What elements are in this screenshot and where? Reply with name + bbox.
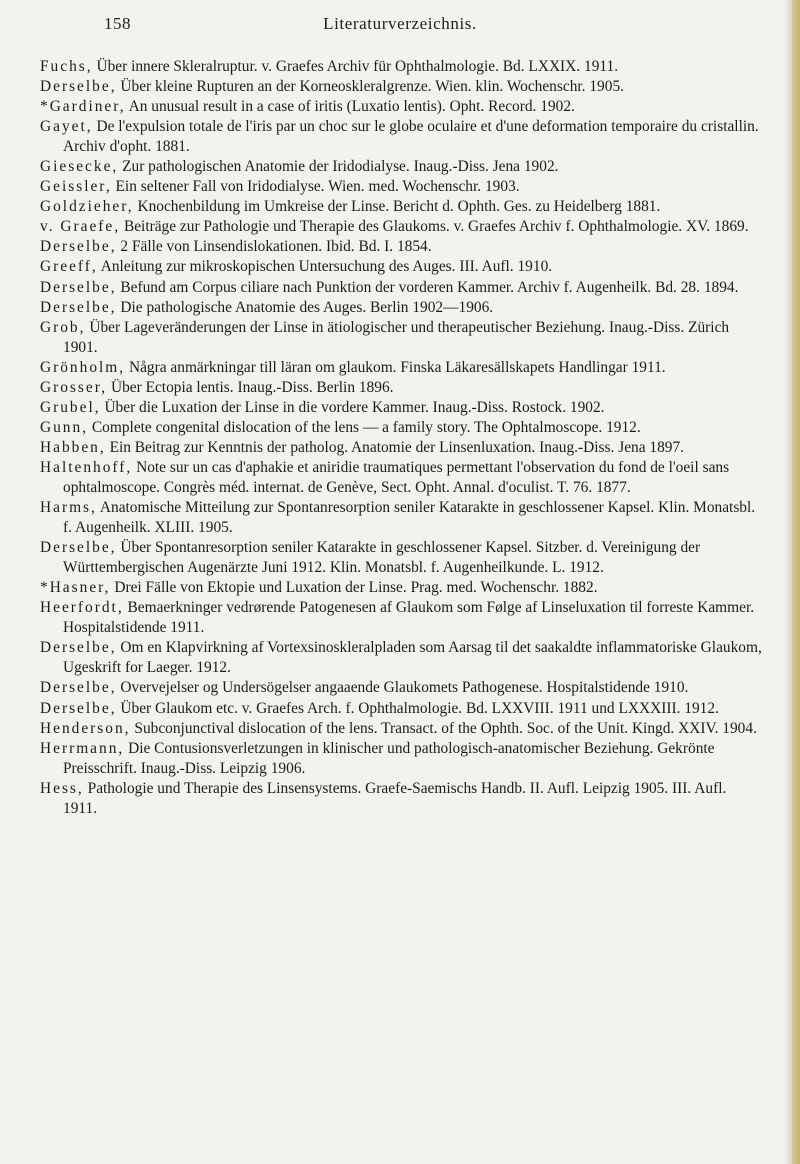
bibliography-entry [40,458,764,498]
bibliography-entry [40,578,764,598]
bibliography-entry [40,97,764,117]
entry-text: An unusual result in a case of iritis (Luxatio lentis). Opht. Record. 1902. [125,98,575,116]
entry-author: Hess, [40,779,84,797]
entry-author: Derselbe, [40,699,117,717]
entry-text: Über Glaukom etc. v. Graefes Arch. f. Ophthalmologie. Bd. LXXVIII. 1911 und LXXXIII. 1912. [116,699,719,717]
entry-text: Befund am Corpus ciliare nach Punktion der vorderen Kammer. Archiv f. Augenheilk. Bd. 28. 1894. [116,278,739,296]
entry-author: Derselbe, [40,278,117,296]
entry-author: Henderson, [40,719,131,737]
entry-text: Ein Beitrag zur Kenntnis der patholog. Anatomie der Linsenluxation. Inaug.-Diss. Jena 1897. [105,438,685,456]
bibliography-entry [40,678,764,698]
entry-text: Subconjunctival dislocation of the lens. Transact. of the Ophth. Soc. of the Unit. Kingd. XXIV. 1904. [130,719,757,737]
entry-text: Über die Luxation der Linse in die vordere Kammer. Inaug.-Diss. Rostock. 1902. [100,398,605,416]
entry-author: Fuchs, [40,58,93,75]
bibliography-entry [40,779,764,819]
entry-author: Haltenhoff, [40,458,133,476]
entry-author: Derselbe, [40,238,117,256]
entry-author: Derselbe, [40,298,117,316]
entry-text: Über kleine Rupturen an der Korneoskleralgrenze. Wien. klin. Wochenschr. 1905. [116,78,624,96]
bibliography-entry [40,538,764,578]
entry-text: Über innere Skleralruptur. v. Graefes Archiv für Ophthalmologie. Bd. LXXIX. 1911. [92,58,619,75]
bibliography-entry [40,77,764,97]
entry-author: Grönholm, [40,358,126,376]
bibliography-entry [40,278,764,298]
bibliography-entry [40,298,764,318]
entry-text: De l'expulsion totale de l'iris par un choc sur le globe oculaire et d'une deformation temporaire du cristallin. Archiv d'opht. 1881. [63,118,759,156]
entry-text: Über Lageveränderungen der Linse in ätiologischer und therapeutischer Beziehung. Inaug.-Diss. Zürich 1901. [63,318,730,356]
running-title: Literaturverzeichnis. [323,14,477,33]
bibliography-entry [40,237,764,257]
entry-author: Giesecke, [40,158,119,176]
entry-author: Harms, [40,499,97,517]
bibliography-entry [40,57,764,77]
entry-text: Anleitung zur mikroskopischen Untersuchung des Auges. III. Aufl. 1910. [97,258,553,276]
entry-author: Gunn, [40,418,89,436]
bibliography-entry [40,177,764,197]
bibliography-entry [40,117,764,157]
entry-text: Några anmärkningar till läran om glaukom. Finska Läkaresällskapets Handlingar 1911. [125,358,666,376]
entry-author: Grubel, [40,398,101,416]
entry-author: Derselbe, [40,639,117,657]
entry-text: Über Ectopia lentis. Inaug.-Diss. Berlin 1896. [107,378,394,396]
entry-text: Zur pathologischen Anatomie der Iridodialyse. Inaug.-Diss. Jena 1902. [118,158,559,176]
bibliography-entry [40,638,764,678]
entry-author: *Hasner, [40,579,111,597]
page-edge-tint [792,0,800,1164]
entry-text: Anatomische Mitteilung zur Spontanresorption seniler Katarakte in geschlossener Kapsel. Klin. Monatsbl. f. Augenheilk. XLIII. 1905. [63,499,756,537]
bibliography-list [40,57,764,819]
entry-text: Die pathologische Anatomie des Auges. Berlin 1902—1906. [116,298,494,316]
bibliography-entry [40,739,764,779]
bibliography-entry [40,217,764,237]
entry-author: Goldzieher, [40,198,134,216]
entry-text: Drei Fälle von Ektopie und Luxation der Linse. Prag. med. Wochenschr. 1882. [110,579,598,597]
entry-text: Overvejelser og Undersögelser angaaende Glaukomets Pathogenese. Hospitalstidende 1910. [116,679,689,697]
entry-text: Die Contusionsverletzungen in klinischer und pathologisch-anatomischer Beziehung. Gekrönte Preisschrift. Inaug.-Diss. Leipzig 1906. [63,739,715,777]
entry-text: Bemaerkninger vedrørende Patogenesen af Glaukom som Følge af Linseluxation til forreste Kammer. Hospitalstidende 1911. [63,599,755,637]
entry-text: Complete congenital dislocation of the lens — a family story. The Ophtalmoscope. 1912. [88,418,641,436]
entry-author: Heerfordt, [40,599,124,617]
entry-text: Knochenbildung im Umkreise der Linse. Bericht d. Ophth. Ges. zu Heidelberg 1881. [133,198,661,216]
entry-author: Derselbe, [40,539,117,557]
bibliography-entry [40,498,764,538]
bibliography-entry [40,358,764,378]
entry-author: v. Graefe, [40,218,121,236]
entry-text: Note sur un cas d'aphakie et aniridie traumatiques permettant l'observation du fond de l'oeil sans ophtalmoscope. Congrès méd. internat. de Genève, Sect. Opht. Annal. d'oculist. T. 76. 1877. [63,458,730,496]
entry-author: Grosser, [40,378,108,396]
bibliography-entry [40,398,764,418]
entry-text: 2 Fälle von Linsendislokationen. Ibid. Bd. I. 1854. [116,238,432,256]
page-header [0,14,800,44]
entry-text: Ein seltener Fall von Iridodialyse. Wien. med. Wochenschr. 1903. [111,178,520,196]
entry-text: Beiträge zur Pathologie und Therapie des Glaukoms. v. Graefes Archiv f. Ophthalmologie. XV. 1869. [120,218,749,236]
bibliography-entry [40,699,764,719]
entry-text: Om en Klapvirkning af Vortexsinoskleralpladen som Aarsag til det saakaldte inflammatoriske Glaukom, Ugeskrift for Laeger. 1912. [63,639,762,677]
bibliography-entry [40,197,764,217]
entry-author: Geissler, [40,178,112,196]
entry-author: Grob, [40,318,86,336]
bibliography-entry [40,318,764,358]
bibliography-entry [40,157,764,177]
entry-author: *Gardiner, [40,98,126,116]
entry-author: Herrmann, [40,739,125,757]
bibliography-entry [40,418,764,438]
bibliography-entry [40,257,764,277]
entry-author: Derselbe, [40,78,117,96]
bibliography-entry [40,438,764,458]
page-number: 158 [104,14,131,33]
entry-author: Greeff, [40,258,98,276]
bibliography-entry [40,598,764,638]
entry-author: Habben, [40,438,106,456]
bibliography-entry [40,719,764,739]
entry-author: Gayet, [40,118,93,136]
entry-text: Über Spontanresorption seniler Katarakte in geschlossener Kapsel. Sitzber. d. Vereinigung der Württembergischen Augenärzte Juni 1912. Klin. Monatsbl. f. Augenheilkunde. L. 1912. [63,539,701,577]
entry-author: Derselbe, [40,679,117,697]
entry-text: Pathologie und Therapie des Linsensystems. Graefe-Saemischs Handb. II. Aufl. Leipzig 1905. III. Aufl. 1911. [63,779,727,817]
bibliography-entry [40,378,764,398]
